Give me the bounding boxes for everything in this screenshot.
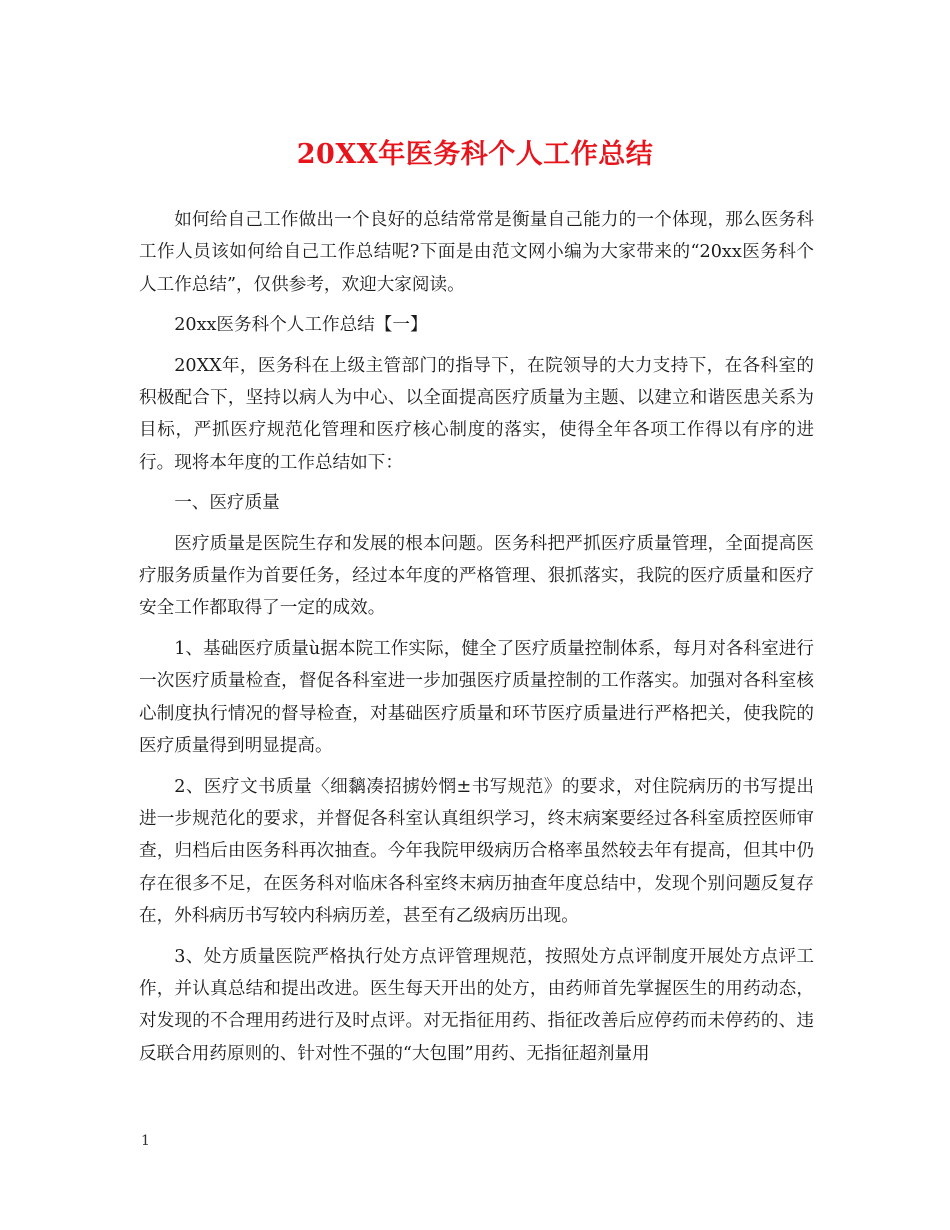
document-body [139,204,814,1078]
page-number: 1 [141,1133,150,1149]
section-heading: 20xx医务科个人工作总结【一】 [174,315,428,336]
body-paragraph: 20XX年，医务科在上级主管部门的指导下，在院领导的大力支持下，在各科室的积极配合下，坚持以病人为中心、以全面提高医疗质量为主题、以建立和谐医患关系为目标，严抓医疗规范化管理和医疗核心制度的落实，使得全年各项工作得以有序的进行。现将本年度的工作总结如下： [139,355,814,473]
intro-paragraph: 如何给自己工作做出一个良好的总结常常是衡量自己能力的一个体现，那么医务科工作人员该如何给自己工作总结呢?下面是由范文网小编为大家带来的“20xx医务科个人工作总结”，仅供参考，欢迎大家阅读。 [139,210,814,295]
document-title: 20XX年医务科个人工作总结 [296,139,654,170]
body-paragraph: 医疗质量是医院生存和发展的根本问题。医务科把严抓医疗质量管理，全面提高医疗服务质量作为首要任务，经过本年度的严格管理、狠抓落实，我院的医疗质量和医疗安全工作都取得了一定的成效。 [139,533,814,619]
body-paragraph: 2、医疗文书质量〈细黐凑招掳妗惘±书写规范》的要求，对住院病历的书写提出进一步规范化的要求，并督促各科室认真组织学习，终末病案要经过各科室质控医师审查，归档后由医务科再次抽查。今年我院甲级病历合格率虽然较去年有提高，但其中仍存在很多不足，在医务科对临床各科室终末病历抽查年度总结中，发现个别问题反复存在，外科病历书写较内科病历差，甚至有乙级病历出现。 [139,776,814,927]
body-paragraph: 1、基础医疗质量ù据本院工作实际，健全了医疗质量控制体系，每月对各科室进行一次医疗质量检查，督促各科室进一步加强医疗质量控制的工作落实。加强对各科室核心制度执行情况的督导检查，对基础医疗质量和环节医疗质量进行严格把关，使我院的医疗质量得到明显提高。 [139,638,814,757]
body-paragraph: 3、处方质量医院严格执行处方点评管理规范，按照处方点评制度开展处方点评工作，并认真总结和提出改进。医生每天开出的处方，由药师首先掌握医生的用药动态，对发现的不合理用药进行及时点评。对无指征用药、指征改善后应停药而未停药的、违反联合用药原则的、针对性不强的“大包围”用药、无指征超剂量用 [139,946,814,1064]
subsection-heading: 一、医疗质量 [174,493,280,514]
